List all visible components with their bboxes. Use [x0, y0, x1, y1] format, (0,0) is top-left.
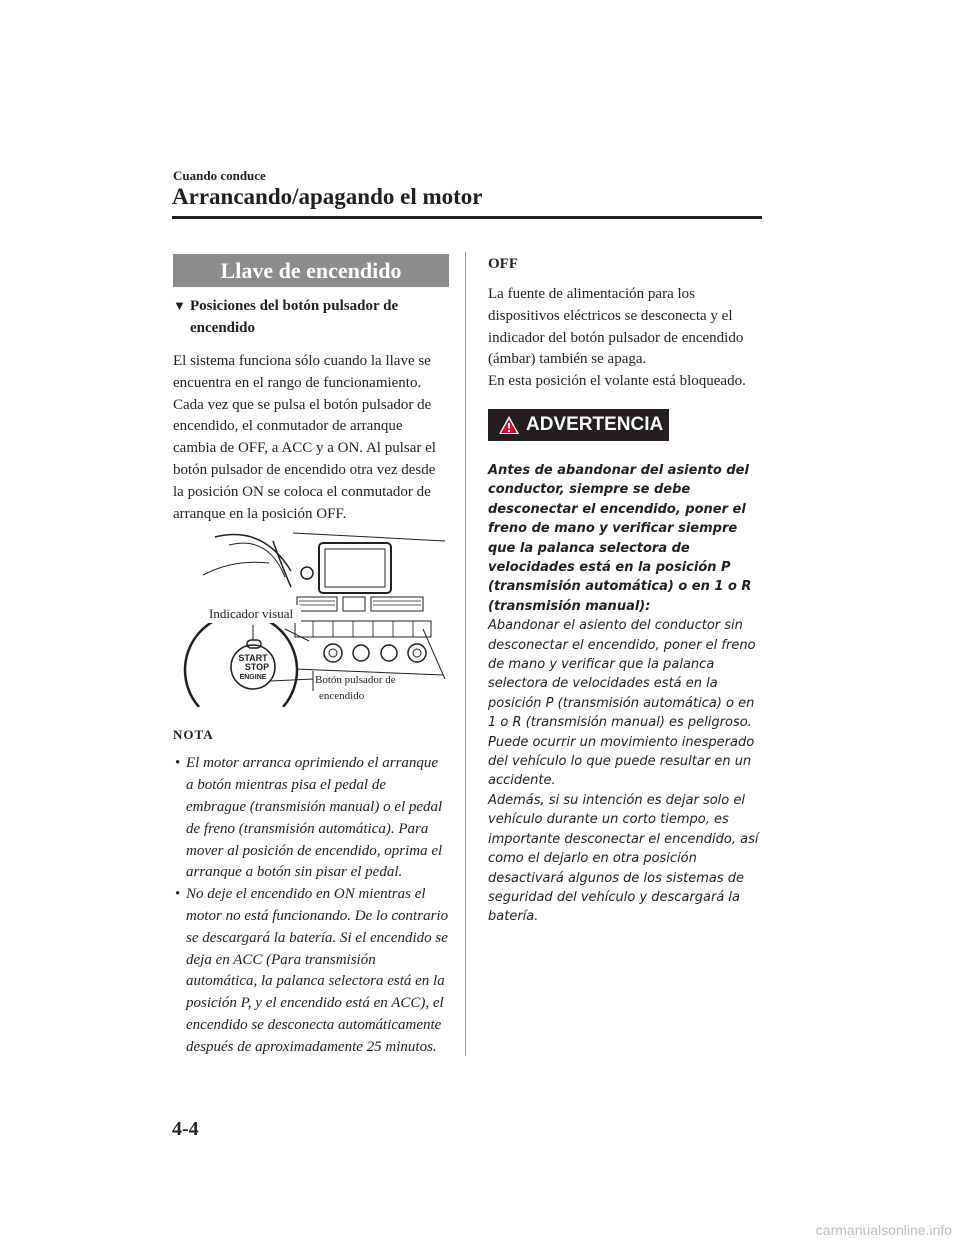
page-title: Arrancando/apagando el motor: [172, 184, 483, 209]
warning-badge: [488, 409, 669, 441]
nota-item: [173, 884, 449, 1058]
watermark: carmanualsonline.info: [815, 1222, 952, 1238]
warning-bold-text: Antes de abandonar del asiento del conductor, siempre se debe desconectar el encendido, poner el freno de mano y verificar siempre que la palanca selectora de velocidades está en la posición P (transmisión automática) o en 1 o R (transmisión manual):: [488, 462, 752, 614]
off-heading: OFF: [488, 256, 518, 272]
ignition-figure: [173, 529, 449, 707]
nota-item-text: El motor arranca oprimiendo el arranque a botón mientras pisa el pedal de embrague (transmisión manual) o el pedal de freno (transmisión automática). Para mover al posición de encendido, oprima el arranque a botón sin pisar el pedal.: [186, 755, 443, 881]
bullet-icon: •: [175, 886, 181, 903]
nota-label: NOTA: [173, 727, 214, 743]
nota-item: [173, 753, 449, 884]
right-column: [488, 254, 766, 927]
button-stop-text: STOP: [244, 662, 270, 673]
button-label-line2: encendido: [319, 690, 365, 703]
button-start-text: START: [238, 653, 268, 664]
off-text-2: En esta posición el volante está bloqueado.: [488, 373, 746, 390]
warning-text-2: Además, si su intención es dejar solo el vehículo durante un corto tiempo, es importante desconectar el encendido, así como el dejarlo en otra posición desactivará algunos de los sistemas de seguridad del vehículo y descargará la batería.: [488, 792, 759, 925]
dashboard-illustration: [173, 529, 449, 707]
column-divider: [465, 252, 466, 1056]
warning-label: ADVERTENCIA: [526, 413, 664, 435]
sub-heading: [173, 295, 449, 339]
page-number: 4-4: [172, 1118, 199, 1140]
title-rule: [172, 216, 762, 219]
chapter-label: Cuando conduce: [173, 168, 266, 183]
nota-list: [173, 753, 449, 1058]
section-banner: Llave de encendido: [173, 254, 449, 287]
warning-text-1: Abandonar el asiento del conductor sin desconectar el encendido, poner el freno de mano y verificar que la palanca selectora de velocidades está en la posición P (transmisión automática) o en 1 o R (transmisión manual) es peligroso. Puede ocurrir un movimiento inesperado del vehículo lo que puede resultar en un accidente.: [488, 618, 756, 789]
button-label-line1: Botón pulsador de: [315, 674, 396, 687]
nota-item-text: No deje el encendido en ON mientras el motor no está funcionando. De lo contrario se descargará la batería. Si el encendido se deja en ACC (Para transmisión automática, la palanca selectora está en la posición P, y el encendido está en ACC), el encendido se desconecta automáticamente después de aproximadamente 25 minutos.: [186, 886, 449, 1055]
bullet-icon: •: [175, 755, 181, 772]
off-text-1: La fuente de alimentación para los dispositivos eléctricos se desconecta y el indicador del botón pulsador de encendido (ámbar) también se apaga.: [488, 286, 744, 368]
warning-body: [488, 461, 766, 927]
indicator-label: Indicador visual: [209, 606, 294, 622]
warning-icon: [498, 415, 520, 435]
button-engine-text: ENGINE: [239, 674, 267, 682]
left-column: [173, 254, 449, 1059]
sub-heading-text: Posiciones del botón pulsador de encendido: [190, 298, 399, 336]
intro-paragraph: El sistema funciona sólo cuando la llave se encuentra en el rango de funcionamiento. Cada vez que se pulsa el botón pulsador de encendido, el conmutador de arranque cambia de OFF, a ACC y a ON. Al pulsar el botón pulsador de encendido otra vez desde la posición ON se coloca el conmutador de arranque en la posición OFF.: [173, 353, 436, 522]
triangle-down-icon: ▼: [173, 298, 186, 313]
